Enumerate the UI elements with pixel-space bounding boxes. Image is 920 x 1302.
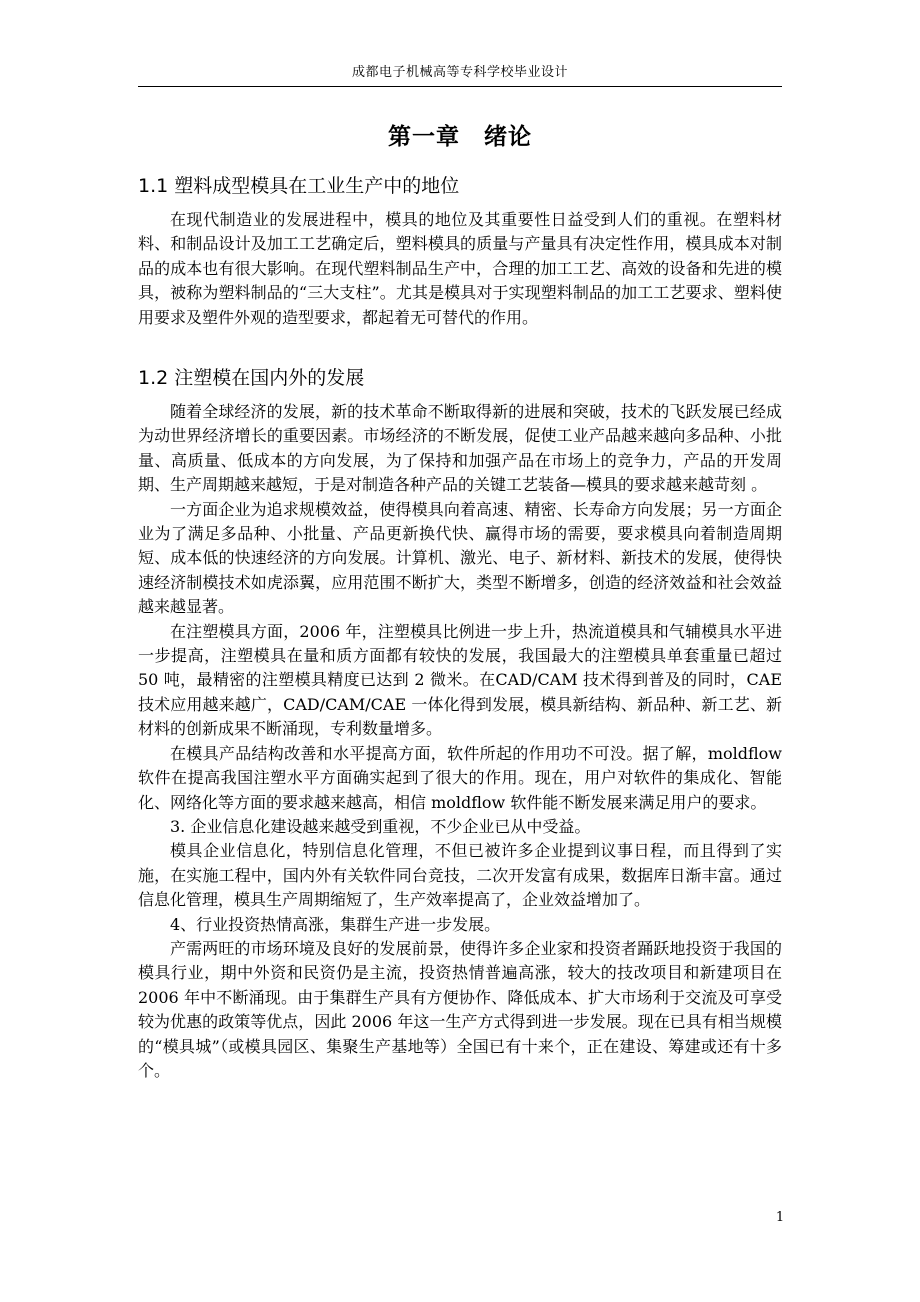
paragraph: 在模具产品结构改善和水平提高方面，软件所起的作用功不可没。据了解，moldflow 软件在提高我国注塑水平方面确实起到了很大的作用。现在，用户对软件的集成化、智能化、网络化等方面的要求越来越高，相信 moldflow 软件能不断发展来满足用户的要求。 [138, 743, 782, 812]
list-item-heading: 3. 企业信息化建设越来越受到重视，不少企业已从中受益。 [170, 816, 591, 836]
section-1-2-body [138, 400, 782, 1083]
section-heading-1-1: 1.1 塑料成型模具在工业生产中的地位 [138, 175, 460, 197]
paragraph: 产需两旺的市场环境及良好的发展前景，使得许多企业家和投资者踊跃地投资于我国的模具行业，期中外资和民资仍是主流，投资热情普遍高涨，较大的技改项目和新建项目在 2006 年中不断涌现。由于集群生产具有方便协作、降低成本、扩大市场利于交流及可享受较为优惠的政策等优点，因此 2006 年这一生产方式得到进一步发展。现在已具有相当规模的“模具城”（或模具园区、集聚生产基地等）全国已有十来个，正在建设、筹建或还有十多个。 [138, 938, 782, 1080]
running-header: 成都电子机械高等专科学校毕业设计 [351, 65, 568, 80]
paragraph: 随着全球经济的发展，新的技术革命不断取得新的进展和突破，技术的飞跃发展已经成为动世界经济增长的重要因素。市场经济的不断发展，促使工业产品越来越向多品种、小批量、高质量、低成本的方向发展，为了保持和加强产品在市场上的竞争力，产品的开发周期、生产周期越来越短，于是对制造各种产品的关键工艺装备—模具的要求越来越苛刻 。 [138, 402, 782, 495]
paragraph: 在现代制造业的发展进程中，模具的地位及其重要性日益受到人们的重视。在塑料材料、和制品设计及加工工艺确定后，塑料模具的质量与产量具有决定性作用，模具成本对制品的成本也有很大影响。在现代塑料制品生产中，合理的加工工艺、高效的设备和先进的模具，被称为塑料制品的“三大支柱”。尤其是模具对于实现塑料制品的加工工艺要求、塑料使用要求及塑件外观的造型要求，都起着无可替代的作用。 [138, 210, 782, 327]
paragraph: 在注塑模具方面，2006 年，注塑模具比例进一步上升，热流道模具和气辅模具水平进一步提高，注塑模具在量和质方面都有较快的发展，我国最大的注塑模具单套重量已超过 50 吨，最精密的注塑模具精度已达到 2 微米。在CAD/CAM 技术得到普及的同时，CAE 技术应用越来越广，CAD/CAM/CAE 一体化得到发展，模具新结构、新品种、新工艺、新材料的创新成果不断涌现，专利数量增多。 [138, 621, 782, 739]
paragraph: 一方面企业为追求规模效益，使得模具向着高速、精密、长寿命方向发展；另一方面企业为了满足多品种、小批量、产品更新换代快、赢得市场的需要，要求模具向着制造周期短、成本低的快速经济的方向发展。计算机、激光、电子、新材料、新技术的发展，使得快速经济制模技术如虎添翼，应用范围不断扩大，类型不断增多，创造的经济效益和社会效益越来越显著。 [138, 499, 782, 617]
paragraph: 模具企业信息化，特别信息化管理，不但已被许多企业提到议事日程，而且得到了实施，在实施工程中，国内外有关软件同台竞技，二次开发富有成果，数据库日渐丰富。通过信息化管理，模具生产周期缩短了，生产效率提高了，企业效益增加了。 [138, 841, 782, 910]
chapter-title: 第一章 绪论 [388, 124, 532, 150]
list-item-heading: 4、行业投资热情高涨，集群生产进一步发展。 [170, 914, 501, 934]
section-heading-1-2: 1.2 注塑模在国内外的发展 [138, 367, 365, 389]
page-number: 1 [775, 1210, 785, 1225]
section-1-1-body [138, 208, 782, 330]
header-divider [138, 86, 782, 87]
